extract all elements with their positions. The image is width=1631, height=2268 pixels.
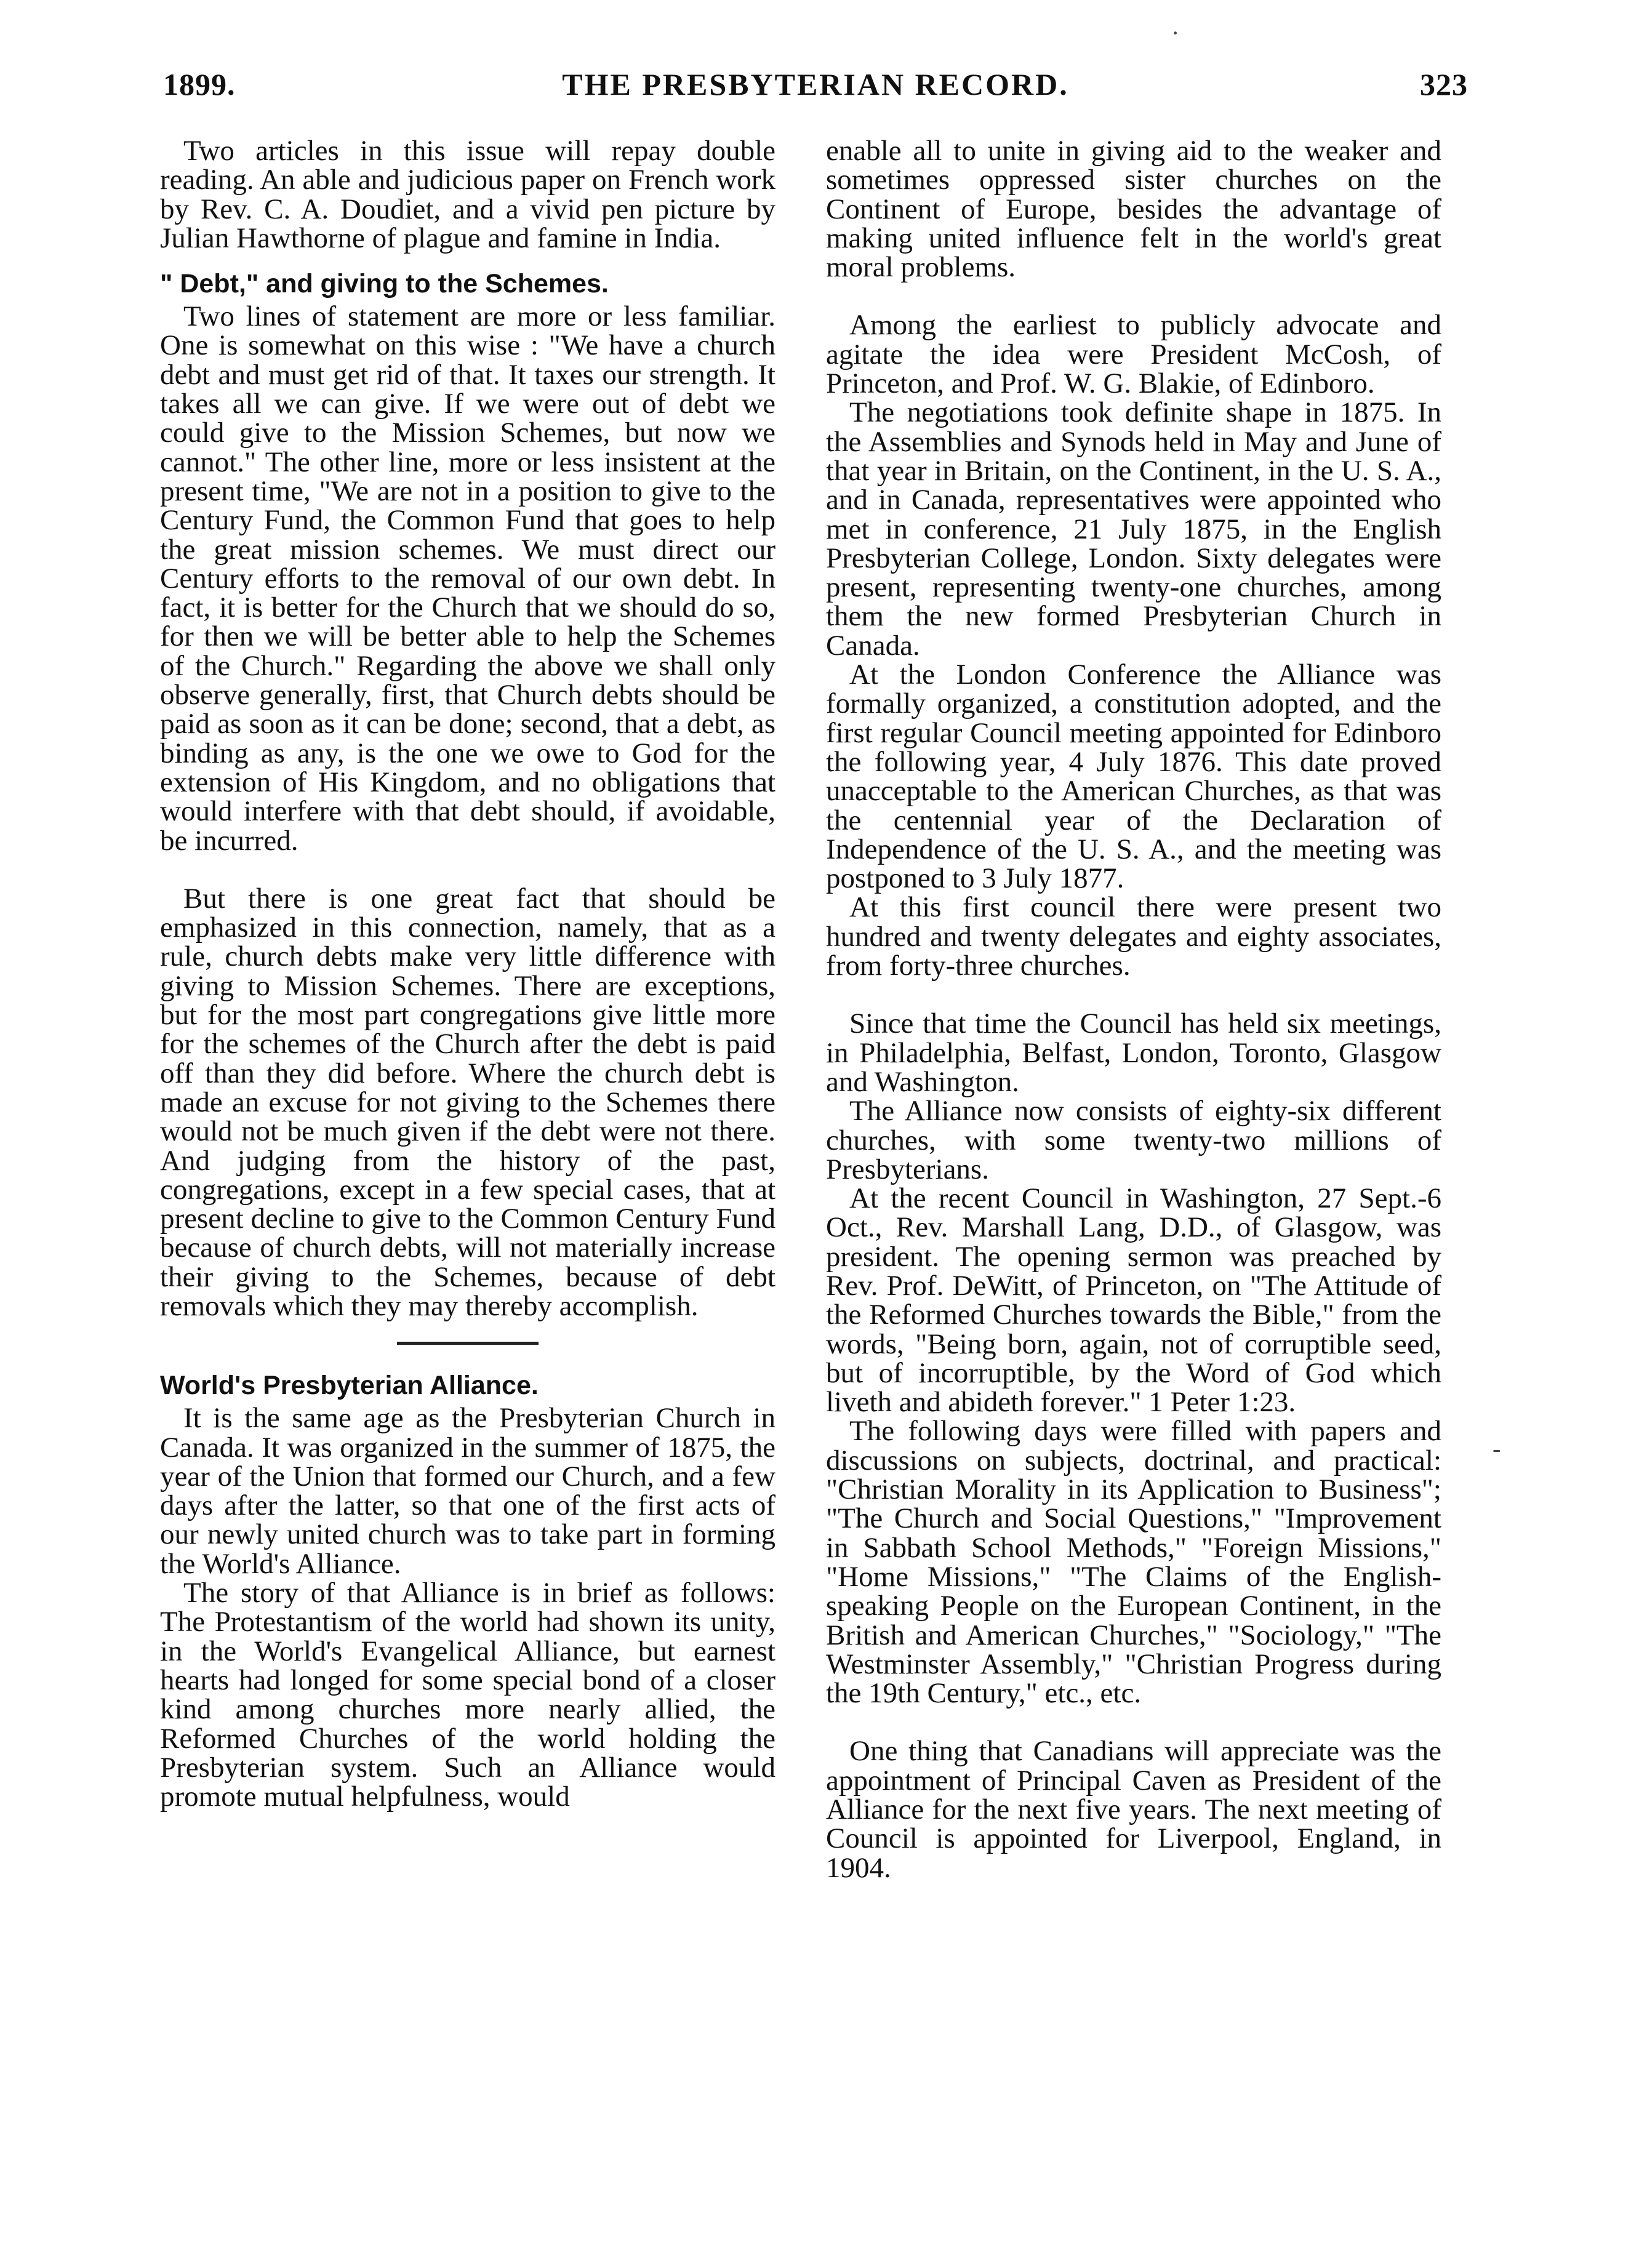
debt-paragraph-2: But there is one great fact that should be emphasized in this connection, namely, that as a rule, church debts make very little difference with giving to Mission Schemes. There are exceptions, but for the most part congregations give little more for the schemes of the Church after the debt is paid off than they did before. Where the church debt is made an excuse for not giving to the Schemes there would not be much given if the debt were not there. And judging from the history of the past, congregations, except in a few special cases, that at present decline to give to the Common Century Fund because of church debts, will not materially increase their giving to the Schemes, because of debt removals which they may thereby accomplish. [160,882,775,1322]
debt-paragraph-1: Two lines of statement are more or less familiar. One is somewhat on this wise : "We have a church debt and must get rid of that. It taxes our strength. It takes all we can give. If we were out of debt we could give to the Mission Schemes, but now we cannot." The other line, more or less insistent at the present time, "We are not in a position to give to the Century Fund, the Common Fund that goes to help the great mission schemes. We must direct our Century efforts to the removal of our own debt. In fact, it is better for the Church that we should do so, for then we will be better able to help the Schemes of the Church." Regarding the above we shall only observe generally, first, that Church debts should be paid as soon as it can be done; second, that a debt, as binding as any, is the one we owe to God for the extension of His Kingdom, and no obligations that would interfere with that debt should, if avoidable, be incurred. [160,300,775,857]
margin-speck: · [1171,19,1180,47]
debt-section-heading: " Debt," and giving to the Schemes. [160,269,609,299]
right-column [826,137,1441,1883]
alliance-paragraph-1: It is the same age as the Presbyterian Church in Canada. It was organized in the summer of 1875, the year of the Union that formed our Church, and a few days after the latter, so that one of the first acts of our newly united church was to take part in forming the World's Alliance. [160,1402,775,1580]
washington-council-paragraph: At the recent Council in Washington, 27 Sept.-6 Oct., Rev. Marshall Lang, D.D., of Glasgow, was president. The opening sermon was preached by Rev. Prof. DeWitt, of Princeton, on "The Attitude of the Reformed Churches towards the Bible," from the words, "Being born, again, not of corruptible seed, but of incorruptible, by the Word of God which liveth and abideth forever." 1 Peter 1:23. [826,1182,1441,1419]
margin-speck: - [1493,1435,1501,1462]
alliance-section-heading: World's Presbyterian Alliance. [160,1371,539,1401]
left-column [160,137,775,1811]
london-conference-paragraph: At the London Conference the Alliance was formally organized, a constitution adopted, and the first regular Council meeting appointed for Edinboro the following year, 4 July 1876. This date proved unacceptable to the American Churches, as that was the centennial year of the Declaration of Independence of the U. S. A., and the meeting was postponed to 3 July 1877. [826,659,1441,895]
first-council-paragraph: At this first council there were present two hundred and twenty delegates and eighty associates, from forty-three churches. [826,891,1441,982]
header-year: 1899. [163,67,236,102]
subjects-paragraph: The following days were filled with papers and discussions on subjects, doctrinal, and practical: "Christian Morality in its Application to Business"; "The Church and Social Questions," "Improvement in Sabbath School Methods," "Foreign Missions," "Home Missions," "The Claims of the English-speaking People on the European Continent, in the British and American Churches," "Sociology," "The Westminster Assembly," "Christian Progress during the 19th Century," etc., etc. [826,1415,1441,1710]
negotiations-paragraph: The negotiations took definite shape in 1875. In the Assemblies and Synods held in May and June of that year in Britain, on the Continent, in the U. S. A., and in Canada, representatives were appointed who met in conference, 21 July 1875, in the English Presbyterian College, London. Sixty delegates were present, representing twenty-one churches, among them the new formed Presbyterian Church in Canada. [826,396,1441,662]
principal-caven-paragraph: One thing that Canadians will appreciate was the appointment of Principal Caven as President of the Alliance for the next five years. The next meeting of Council is appointed for Liverpool, England, in 1904. [826,1735,1441,1884]
page-number: 323 [1420,67,1468,102]
advocates-paragraph: Among the earliest to publicly advocate and agitate the idea were President McCosh, of Princeton, and Prof. W. G. Blakie, of Edinboro. [826,309,1441,400]
alliance-paragraph-2: The story of that Alliance is in brief as follows: The Protestantism of the world had shown its unity, in the World's Evangelical Alliance, but earnest hearts had longed for some special bond of a closer kind among churches more nearly allied, the Reformed Churches of the world holding the Presbyterian system. Such an Alliance would promote mutual helpfulness, would [160,1577,775,1813]
alliance-size-paragraph: The Alliance now consists of eighty-six different churches, with some twenty-two millions of Presbyterians. [826,1095,1441,1185]
running-header [163,66,1468,116]
intro-paragraph: Two articles in this issue will repay double reading. An able and judicious paper on French work by Rev. C. A. Doudiet, and a vivid pen picture by Julian Hawthorne of plague and famine in India. [160,135,775,254]
alliance-continued-paragraph: enable all to unite in giving aid to the weaker and sometimes oppressed sister churches on the Continent of Europe, besides the advantage of making united influence felt in the world's great moral problems. [826,135,1441,284]
publication-title: THE PRESBYTERIAN RECORD. [562,67,1069,102]
section-divider [397,1342,539,1345]
council-meetings-paragraph: Since that time the Council has held six meetings, in Philadelphia, Belfast, London, Toronto, Glasgow and Washington. [826,1008,1441,1098]
